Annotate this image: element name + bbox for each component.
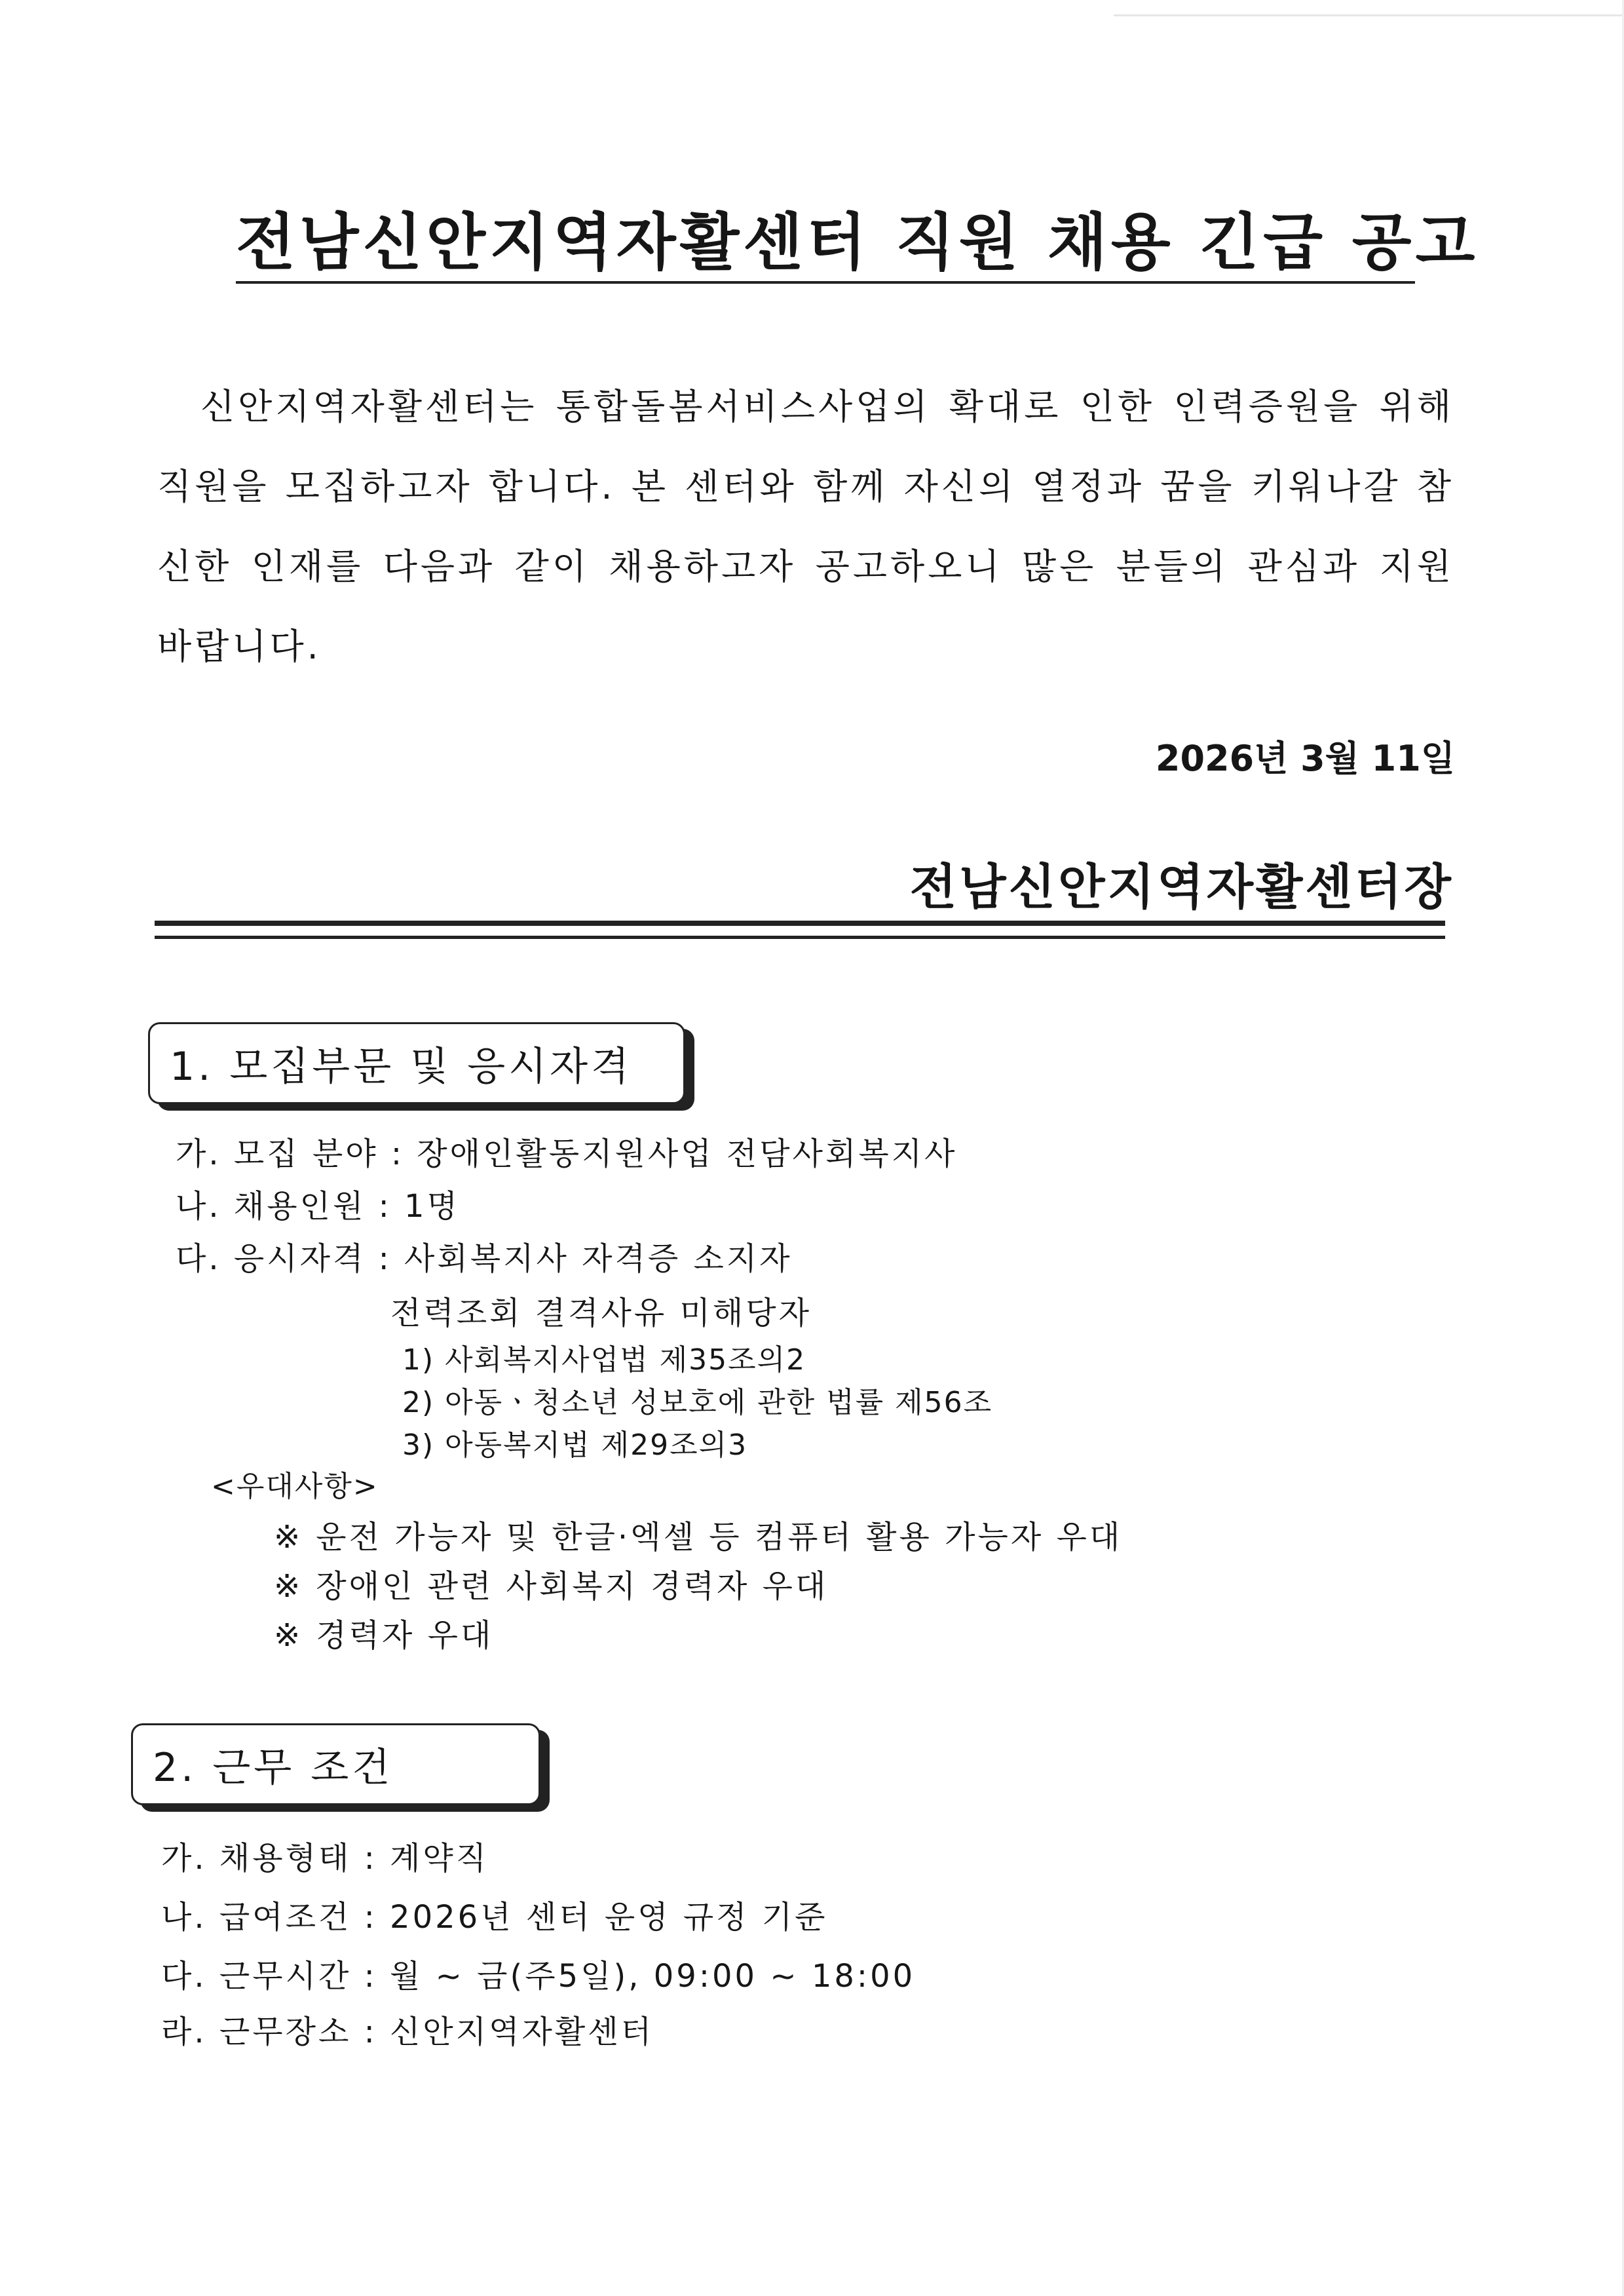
- section-1-heading-box: [148, 1022, 685, 1104]
- announcement-date: 2026년 3월 11일: [1155, 738, 1455, 779]
- preference-item-1: [274, 1520, 1122, 1555]
- salary-condition: 나. 급여조건 : 2026년 센터 운영 규정 기준: [161, 1899, 828, 1936]
- working-hours: 다. 근무시간 : 월 ~ 금(주5일), 09:00 ~ 18:00: [161, 1958, 916, 1995]
- preference-text-1: 운전 가능자 및 한글·엑셀 등 컴퓨터 활용 가능자 우대: [316, 1519, 1123, 1556]
- preference-text-2: 장애인 관련 사회복지 경력자 우대: [316, 1568, 829, 1605]
- scan-edge-top: [1114, 14, 1624, 16]
- signer: 전남신안지역자활센터장: [909, 859, 1454, 915]
- preference-label: <우대사항>: [211, 1470, 379, 1503]
- section-2-heading-box: [131, 1723, 540, 1805]
- headcount: 나. 채용인원 : 1명: [176, 1188, 460, 1225]
- qualification-extra: 전력조회 결격사유 미해당자: [390, 1295, 812, 1331]
- work-location: 라. 근무장소 : 신안지역자활센터: [161, 2014, 654, 2050]
- document-title: 전남신안지역자활센터 직원 채용 긴급 공고: [236, 208, 1415, 284]
- law-item-2: 2) 아동ㆍ청소년 성보호에 관한 법률 제56조: [402, 1386, 993, 1419]
- reference-mark-icon: ※: [274, 1617, 303, 1654]
- section-1-heading: 1. 모집부문 및 응시자격: [170, 1043, 633, 1090]
- reference-mark-icon: ※: [274, 1519, 303, 1556]
- preference-item-2: [274, 1569, 828, 1604]
- law-item-1: 1) 사회복지사업법 제35조의2: [402, 1343, 806, 1377]
- preference-text-3: 경력자 우대: [316, 1617, 494, 1654]
- qualification: 다. 응시자격 : 사회복지사 자격증 소지자: [176, 1240, 793, 1277]
- intro-paragraph: 신안지역자활센터는 통합돌봄서비스사업의 확대로 인한 인력증원을 위해 직원을 모집하고자 합니다. 본 센터와 함께 자신의 열정과 꿈을 키워나갈 참신한 인재를 다음과 같이 채용하고자 공고하오니 많은 분들의 관심과 지원 바랍니다.: [157, 386, 1454, 667]
- divider-thin: [155, 936, 1445, 939]
- reference-mark-icon: ※: [274, 1568, 303, 1605]
- employment-type: 가. 채용형태 : 계약직: [161, 1840, 489, 1877]
- recruit-field: 가. 모집 분야 : 장애인활동지원사업 전담사회복지사: [176, 1136, 958, 1172]
- section-2-heading: 2. 근무 조건: [153, 1744, 394, 1791]
- preference-item-3: [274, 1618, 493, 1653]
- law-item-3: 3) 아동복지법 제29조의3: [402, 1428, 748, 1462]
- divider-thick: [155, 921, 1445, 926]
